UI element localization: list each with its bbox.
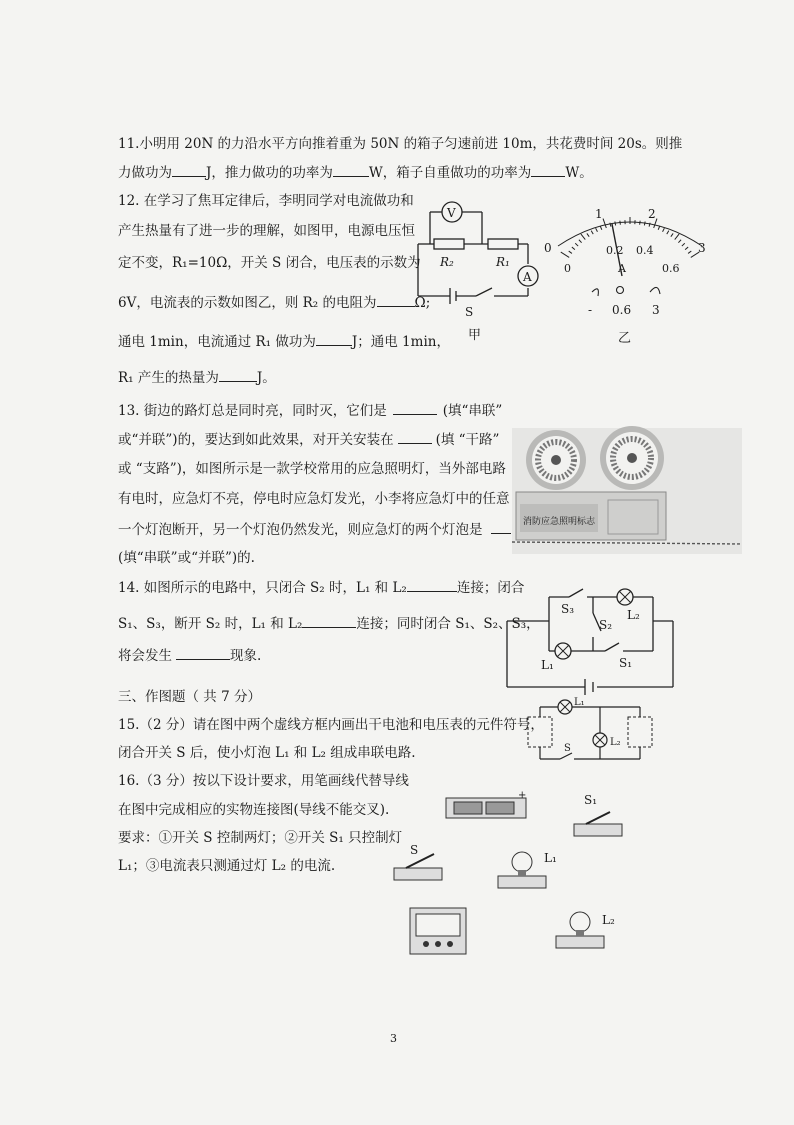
- q13-line3: 或 “支路”)，如图所示是一款学校常用的应急照明灯，当外部电路: [118, 461, 506, 477]
- answer-blank[interactable]: [377, 293, 415, 307]
- answer-blank[interactable]: [176, 646, 230, 660]
- dial-tick: [591, 231, 593, 234]
- l1-label: L₁: [541, 658, 554, 672]
- s-label: S: [564, 743, 571, 754]
- emergency-lamp-photo: [512, 428, 742, 554]
- dial-tick: [688, 251, 691, 253]
- answer-blank[interactable]: [302, 614, 356, 628]
- a-label: A: [523, 270, 532, 284]
- dial-arc: [558, 222, 702, 246]
- dial-top-2: 2: [648, 207, 656, 221]
- s2-label: S₂: [599, 618, 613, 632]
- lamp-head-left: [526, 430, 586, 490]
- dial-bottom-0-4: 0.4: [636, 244, 654, 257]
- q16-line1: 16.（3 分）按以下设计要求，用笔画线代替导线: [118, 773, 409, 789]
- q11-line1: 11.小明用 20N 的力沿水平方向推着重为 50N 的箱子匀速前进 10m，共花费时间 20s。则推: [118, 136, 683, 152]
- dial-tick: [569, 251, 572, 253]
- bulb-l1-icon: [558, 700, 572, 714]
- dial-tick: [667, 231, 669, 234]
- q13-line6: (填“串联”或“并联”)的.: [118, 550, 255, 566]
- components-q16: [410, 788, 690, 968]
- q16-line2: 在图中完成相应的实物连接图(导线不能交叉).: [118, 802, 390, 818]
- dial-tick: [587, 233, 589, 236]
- dial-tick: [572, 247, 575, 250]
- r2-label: R₂: [440, 255, 454, 269]
- answer-blank[interactable]: [393, 401, 437, 415]
- answer-blank[interactable]: [333, 163, 369, 177]
- dial-tick: [600, 226, 602, 230]
- s3-label: S₃: [561, 602, 575, 616]
- q12-line3: 定不变，R₁=10Ω，开关 S 闭合，电压表的示数为: [118, 255, 421, 271]
- q13-line1: 13. 街边的路灯总是同时亮，同时灭，它们是 (填“串联”: [118, 403, 503, 419]
- q16-line3: 要求：①开关 S 控制两灯；②开关 S₁ 只控制灯: [118, 830, 403, 846]
- figure-label-jia: 甲: [468, 328, 482, 343]
- dial-tick: [671, 233, 673, 236]
- dial-tick: [561, 252, 569, 257]
- q14-line2: S₁、S₃，断开 S₂ 时，L₁ 和 L₂ 连接；同时闭合 S₁、S₂、S₃，: [118, 616, 540, 632]
- q15-line1: 15.（2 分）请在图中两个虚线方框内画出干电池和电压表的元件符号，: [118, 717, 544, 733]
- q12-line2: 产生热量有了进一步的理解，如图甲，电源电压恒: [118, 223, 415, 239]
- ammeter-dial-yi: [540, 206, 720, 346]
- dial-ticks: [561, 217, 699, 257]
- l2-label: L₂: [627, 608, 640, 622]
- switch-s1-icon: [574, 793, 622, 836]
- dial-bottom-0-6: 0.6: [662, 262, 680, 275]
- terminal-3: 3: [652, 303, 660, 317]
- answer-blank[interactable]: [219, 368, 257, 382]
- svg-text:S: S: [410, 843, 419, 857]
- dial-tick: [603, 219, 606, 228]
- svg-text:S₁: S₁: [584, 793, 598, 807]
- page-number: 3: [390, 1032, 397, 1045]
- circuit-q14: [505, 583, 680, 693]
- r1-label: R₁: [496, 255, 510, 269]
- terminal-0-6: 0.6: [612, 303, 632, 317]
- circuit-jia: [410, 196, 550, 346]
- dial-tick: [658, 226, 660, 230]
- q12-line1: 12. 在学习了焦耳定律后，李明同学对电流做功和: [118, 193, 414, 209]
- dial-tick: [685, 247, 688, 250]
- q13-line2: 或“并联”)的，要达到如此效果，对开关安装在 (填 “干路”: [118, 432, 500, 448]
- svg-text:L₁: L₁: [544, 851, 557, 865]
- dial-tick: [596, 228, 598, 232]
- q14-line1: 14. 如图所示的电路中，只闭合 S₂ 时，L₁ 和 L₂ 连接；闭合: [118, 580, 525, 596]
- q15-line2: 闭合开关 S 后，使小灯泡 L₁ 和 L₂ 组成串联电路.: [118, 745, 416, 761]
- q12-line6: R₁ 产生的热量为 J。: [118, 370, 276, 386]
- battery-pack-icon: [446, 790, 526, 818]
- q12-line4: 6V，电流表的示数如图乙，则 R₂ 的电阻为 Ω;: [118, 295, 431, 311]
- dial-unit: A: [618, 262, 626, 275]
- dial-bottom-0-2: 0.2: [606, 244, 624, 257]
- ammeter-device-icon: [410, 908, 466, 954]
- terminal-minus: -: [588, 303, 593, 317]
- lamp-head-right: [600, 426, 664, 490]
- q11-line2: 力做功为 J，推力做功的功率为 W，箱子自重做功的功率为 W。: [118, 165, 593, 181]
- svg-text:L₂: L₂: [602, 913, 615, 927]
- answer-blank[interactable]: [398, 430, 432, 444]
- switch-s-icon: [394, 843, 442, 880]
- dial-tick: [663, 228, 665, 232]
- answer-blank[interactable]: [172, 163, 206, 177]
- bulb-l2-icon: [593, 733, 607, 747]
- v-label: V: [447, 206, 456, 220]
- resistor-r1: [488, 239, 518, 249]
- bulb-l2-icon: [556, 912, 615, 948]
- bulb-l1-icon: [555, 643, 571, 659]
- dial-tick: [575, 243, 578, 246]
- resistor-r2: [434, 239, 464, 249]
- q13-line5: 一个灯泡断开，另一个灯泡仍然发光，则应急灯的两个灯泡是: [118, 520, 511, 539]
- section-3-title: 三、作图题（ 共 7 分）: [118, 689, 261, 705]
- l2-label: L₂: [610, 737, 621, 748]
- bulb-l1-icon: [498, 851, 557, 888]
- q13-line4: 有电时，应急灯不亮，停电时应急灯发光，小李将应急灯中的任意: [118, 491, 510, 507]
- dial-top-3: 3: [698, 241, 706, 255]
- q12-line5: 通电 1min，电流通过 R₁ 做功为 J；通电 1min，: [118, 334, 450, 350]
- dashed-box-right[interactable]: [628, 717, 652, 747]
- q16-line4: L₁；③电流表只测通过灯 L₂ 的电流.: [118, 858, 336, 874]
- dial-top-0: 0: [544, 241, 552, 255]
- dial-top-1: 1: [595, 207, 603, 221]
- q14-line3: 将会发生 现象.: [118, 648, 262, 664]
- answer-blank[interactable]: [316, 332, 352, 346]
- dial-tick: [579, 240, 582, 243]
- dial-tick: [581, 234, 585, 239]
- dial-bottom-0: 0: [564, 262, 571, 275]
- answer-blank[interactable]: [407, 578, 457, 592]
- dial-tick: [678, 240, 681, 243]
- dial-tick: [682, 243, 685, 246]
- lamp-sign-text: 消防应急照明标志: [523, 517, 596, 527]
- s-label: S: [465, 305, 474, 319]
- dial-tick: [675, 234, 679, 239]
- l1-label: L₁: [574, 697, 585, 708]
- answer-blank[interactable]: [531, 163, 565, 177]
- svg-text:+: +: [518, 790, 527, 801]
- s1-label: S₁: [619, 656, 633, 670]
- bulb-l2-icon: [617, 589, 633, 605]
- dashed-box-left[interactable]: [528, 717, 552, 747]
- figure-label-yi: 乙: [618, 331, 632, 346]
- circuit-q15: [520, 697, 660, 767]
- answer-blank[interactable]: [491, 520, 511, 534]
